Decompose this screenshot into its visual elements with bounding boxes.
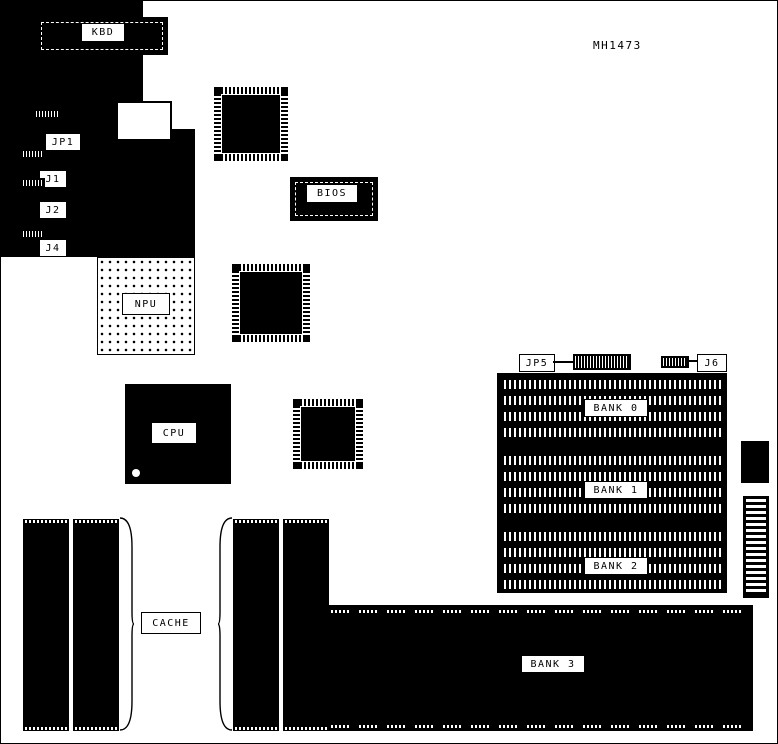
power-connector: [741, 441, 769, 483]
expansion-slot: [1, 1, 143, 17]
chip-plcc-mid: [232, 264, 310, 342]
dip-chip: [693, 609, 717, 729]
jumper-j2-pins[interactable]: [21, 178, 45, 188]
expansion-slot: [1, 65, 143, 81]
cache-chip: [73, 519, 119, 731]
simm-socket: [501, 501, 725, 516]
jumper-j6-label: J6: [697, 354, 727, 372]
jumper-j1-pins[interactable]: [21, 149, 45, 159]
jp1-leader: [45, 117, 47, 134]
expansion-slot: [1, 161, 195, 177]
jumper-jp1-pins[interactable]: [34, 109, 60, 119]
dip-chip: [357, 609, 381, 729]
simm-socket: [501, 529, 725, 544]
dip-chip: [233, 519, 279, 731]
dip-chip: [385, 609, 409, 729]
board-id-label: MH1473: [593, 39, 642, 52]
jumper-j1-label: J1: [39, 170, 67, 188]
j2-leader: [34, 186, 36, 202]
simm-socket: [501, 453, 725, 468]
cpu-pin1-marker: [132, 469, 140, 477]
simm-socket: [501, 425, 725, 440]
bank3-label: BANK 3: [521, 655, 585, 673]
jumper-jp1-label: JP1: [45, 133, 81, 151]
dip-chip: [497, 609, 521, 729]
dip-chip: [413, 609, 437, 729]
dip-chip: [665, 609, 689, 729]
simm-socket: [501, 577, 725, 592]
dip-chip: [441, 609, 465, 729]
jumper-j4-label: J4: [39, 239, 67, 257]
jumper-j4-pins[interactable]: [21, 229, 45, 239]
kbd-label: KBD: [81, 23, 125, 42]
jumper-j6-pins[interactable]: [661, 356, 689, 368]
bank1-label: BANK 1: [584, 481, 648, 499]
j4-leader: [34, 237, 36, 241]
cache-bracket-left: [119, 517, 135, 735]
expansion-slot: [1, 81, 143, 97]
cache-bracket-right: [217, 517, 233, 735]
dip-chip: [721, 609, 745, 729]
cache-label: CACHE: [141, 612, 201, 634]
npu-label: NPU: [122, 293, 170, 315]
dip-chip: [469, 609, 493, 729]
expansion-slot: [1, 241, 195, 257]
dip-chip: [609, 609, 633, 729]
simm-socket: [501, 377, 725, 392]
bank0-label: BANK 0: [584, 399, 648, 417]
dip-chip: [637, 609, 661, 729]
cpu-label: CPU: [151, 422, 197, 444]
bracket-svg: [217, 517, 233, 731]
jumper-j2-label: J2: [39, 201, 67, 219]
cache-chip: [23, 519, 69, 731]
j1-leader: [34, 157, 36, 171]
bracket-svg: [119, 517, 135, 731]
edge-connector-right: [743, 496, 769, 598]
expansion-slot: [1, 209, 195, 225]
bank2-label: BANK 2: [584, 557, 648, 575]
chip-plcc-top: [214, 87, 288, 161]
chip-plcc-low: [293, 399, 363, 469]
oscillator-block: [116, 101, 172, 141]
j6-leader: [687, 360, 697, 362]
dip-chip: [283, 519, 329, 731]
bios-label: BIOS: [306, 184, 358, 203]
jp5-leader: [553, 361, 573, 363]
dip-chip: [329, 609, 353, 729]
jumper-jp5-label: JP5: [519, 354, 555, 372]
jumper-jp5-pins[interactable]: [573, 354, 631, 370]
expansion-slot: [1, 193, 195, 209]
